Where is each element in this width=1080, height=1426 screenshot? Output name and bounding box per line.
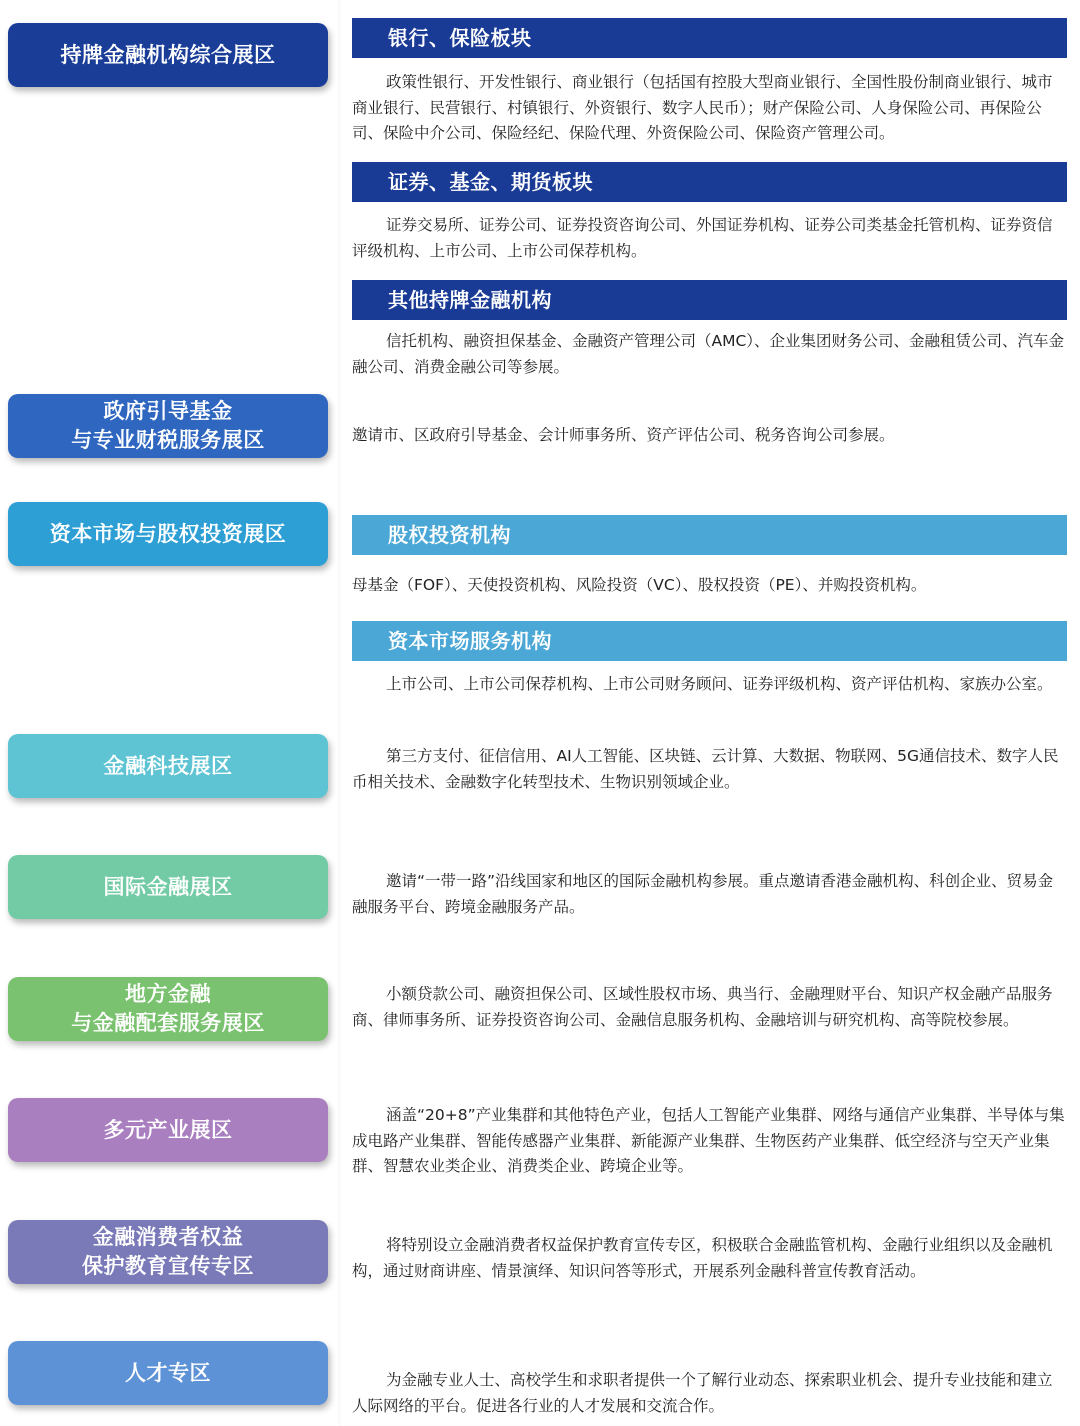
zone-label-line: 人才专区	[125, 1360, 211, 1385]
zone-fintech[interactable]	[8, 734, 328, 798]
zone-label-line: 与金融配套服务展区	[71, 1011, 265, 1035]
zone-local-finance-services[interactable]	[8, 977, 328, 1041]
zone-label-line: 多元产业展区	[103, 1117, 233, 1142]
section-text-industry: 涵盖“20+8”产业集群和其他特色产业，包括人工智能产业集群、网络与通信产业集群、半导体与集成电路产业集群、智能传感器产业集群、新能源产业集群、生物医药产业集群、低空经济与空天产业集群、智慧农业类企业、消费类企业、跨境企业等。	[352, 1106, 1065, 1175]
section-header-equity: 股权投资机构	[352, 515, 1067, 555]
zone-label-line: 金融科技展区	[103, 753, 233, 778]
section-text-bank-insurance: 政策性银行、开发性银行、商业银行（包括国有控股大型商业银行、全国性股份制商业银行、城市商业银行、民营银行、村镇银行、外资银行、数字人民币）；财产保险公司、人身保险公司、再保险公司、保险中介公司、保险经纪、保险代理、外资保险公司、保险资产管理公司。	[352, 73, 1053, 142]
zone-label-line: 金融消费者权益	[92, 1225, 244, 1249]
section-header-bank-insurance: 银行、保险板块	[352, 18, 1067, 58]
section-text-fintech: 第三方支付、征信信用、AI人工智能、区块链、云计算、大数据、物联网、5G通信技术、数字人民币相关技术、金融数字化转型技术、生物识别领域企业。	[352, 747, 1059, 791]
section-header-other-licensed: 其他持牌金融机构	[352, 280, 1067, 320]
section-text-gov-fund: 邀请市、区政府引导基金、会计师事务所、资产评估公司、税务咨询公司参展。	[352, 426, 895, 444]
section-text-other-licensed: 信托机构、融资担保基金、金融资产管理公司（AMC）、企业集团财务公司、金融租赁公司、汽车金融公司、消费金融公司等参展。	[352, 332, 1065, 376]
section-text-local-finance: 小额贷款公司、融资担保公司、区域性股权市场、典当行、金融理财平台、知识产权金融产品服务商、律师事务所、证券投资咨询公司、金融信息服务机构、金融培训与研究机构、高等院校参展。	[352, 985, 1053, 1029]
zone-label-line: 保护教育宣传专区	[82, 1254, 254, 1278]
section-text-international: 邀请“一带一路”沿线国家和地区的国际金融机构参展。重点邀请香港金融机构、科创企业、贸易金融服务平台、跨境金融服务产品。	[352, 872, 1054, 916]
zone-label-line: 与专业财税服务展区	[71, 428, 265, 452]
zone-label-line: 政府引导基金	[103, 399, 233, 423]
zone-international-finance[interactable]	[8, 855, 328, 919]
section-text-capital-market: 上市公司、上市公司保荐机构、上市公司财务顾问、证券评级机构、资产评估机构、家族办公室。	[386, 675, 1053, 693]
section-text-securities: 证券交易所、证券公司、证券投资咨询公司、外国证券机构、证券公司类基金托管机构、证券资信评级机构、上市公司、上市公司保荐机构。	[352, 216, 1053, 260]
zone-licensed-financial-institutions[interactable]	[8, 23, 328, 87]
section-text-consumer: 将特别设立金融消费者权益保护教育宣传专区，积极联合金融监管机构、金融行业组织以及金融机构，通过财商讲座、情景演绎、知识问答等形式，开展系列金融科普宣传教育活动。	[352, 1236, 1053, 1280]
zone-label-line: 地方金融	[125, 982, 211, 1006]
section-text-equity: 母基金（FOF）、天使投资机构、风险投资（VC）、股权投资（PE）、并购投资机构。	[352, 576, 927, 594]
section-header-capital-market: 资本市场服务机构	[352, 621, 1067, 661]
zone-government-fund-tax-services[interactable]	[8, 394, 328, 458]
section-header-securities: 证券、基金、期货板块	[352, 162, 1067, 202]
zone-talent[interactable]	[8, 1341, 328, 1405]
zone-diversified-industry[interactable]	[8, 1098, 328, 1162]
zone-label-line: 持牌金融机构综合展区	[60, 42, 276, 67]
zone-consumer-protection[interactable]	[8, 1220, 328, 1284]
section-text-talent: 为金融专业人士、高校学生和求职者提供一个了解行业动态、探索职业机会、提升专业技能和建立人际网络的平台。促进各行业的人才发展和交流合作。	[352, 1371, 1053, 1415]
zone-capital-market-equity-investment[interactable]	[8, 502, 328, 566]
column-divider	[338, 0, 342, 1426]
zone-label-line: 资本市场与股权投资展区	[49, 521, 287, 546]
zone-label-line: 国际金融展区	[103, 874, 233, 899]
